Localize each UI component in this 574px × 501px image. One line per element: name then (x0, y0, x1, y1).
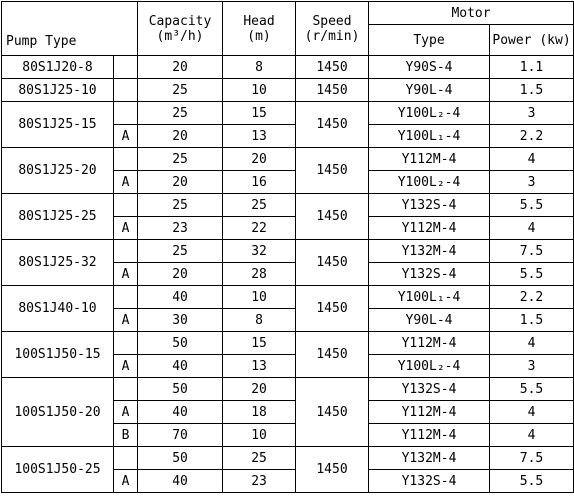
motor-power-cell: 3 (490, 102, 574, 125)
variant-cell (114, 286, 138, 309)
motor-type-cell: Y132S-4 (369, 378, 490, 401)
pump-type-cell: 80S1J20-8 (2, 56, 114, 79)
head-cell: 20 (223, 378, 296, 401)
head-unit: (m) (247, 28, 271, 44)
pump-type-header: Pump Type (2, 2, 138, 56)
capacity-cell: 40 (138, 401, 223, 424)
motor-type-cell: Y100L₁-4 (369, 125, 490, 148)
motor-power-cell: 5.5 (490, 378, 574, 401)
speed-cell: 1450 (296, 102, 369, 148)
speed-cell: 1450 (296, 56, 369, 79)
variant-cell (114, 332, 138, 355)
capacity-cell: 40 (138, 470, 223, 493)
motor-type-cell: Y90L-4 (369, 79, 490, 102)
motor-header: Motor (369, 2, 574, 25)
motor-power-cell: 4 (490, 401, 574, 424)
motor-power-cell: 1.5 (490, 309, 574, 332)
motor-power-cell: 3 (490, 171, 574, 194)
head-cell: 13 (223, 355, 296, 378)
motor-type-cell: Y112M-4 (369, 401, 490, 424)
motor-type-cell: Y100L₂-4 (369, 102, 490, 125)
motor-power-cell: 5.5 (490, 263, 574, 286)
header-row-top (2, 2, 574, 25)
motor-power-cell: 7.5 (490, 447, 574, 470)
motor-type-cell: Y132M-4 (369, 240, 490, 263)
capacity-cell: 25 (138, 240, 223, 263)
variant-cell (114, 102, 138, 125)
capacity-cell: 30 (138, 309, 223, 332)
head-cell: 10 (223, 424, 296, 447)
capacity-cell: 70 (138, 424, 223, 447)
motor-type-cell: Y90L-4 (369, 309, 490, 332)
capacity-cell: 50 (138, 447, 223, 470)
pump-spec-table (1, 1, 574, 493)
motor-power-cell: 2.2 (490, 125, 574, 148)
motor-type-cell: Y100L₂-4 (369, 355, 490, 378)
motor-type-cell: Y100L₁-4 (369, 286, 490, 309)
motor-power-header: Power (kw) (490, 25, 574, 56)
table-row (2, 56, 574, 79)
capacity-cell: 20 (138, 171, 223, 194)
variant-cell: A (114, 470, 138, 493)
variant-cell (114, 194, 138, 217)
motor-power-cell: 4 (490, 148, 574, 171)
table-row (2, 447, 574, 470)
variant-cell: A (114, 171, 138, 194)
table-row (2, 332, 574, 355)
pump-type-cell: 100S1J50-20 (2, 378, 114, 447)
motor-power-cell: 5.5 (490, 194, 574, 217)
table-row (2, 286, 574, 309)
speed-label: Speed (312, 13, 352, 29)
variant-cell (114, 79, 138, 102)
variant-cell (114, 56, 138, 79)
speed-cell: 1450 (296, 240, 369, 286)
head-label: Head (243, 13, 275, 29)
head-cell: 16 (223, 171, 296, 194)
head-cell: 10 (223, 79, 296, 102)
motor-type-cell: Y112M-4 (369, 424, 490, 447)
capacity-cell: 20 (138, 125, 223, 148)
head-cell: 15 (223, 102, 296, 125)
motor-type-cell: Y100L₂-4 (369, 171, 490, 194)
motor-power-cell: 4 (490, 217, 574, 240)
motor-type-cell: Y132S-4 (369, 263, 490, 286)
capacity-header (138, 2, 223, 56)
motor-type-header: Type (369, 25, 490, 56)
speed-cell: 1450 (296, 194, 369, 240)
capacity-cell: 23 (138, 217, 223, 240)
table-row (2, 148, 574, 171)
variant-cell (114, 148, 138, 171)
motor-power-cell: 7.5 (490, 240, 574, 263)
capacity-label: Capacity (148, 13, 212, 29)
capacity-cell: 25 (138, 194, 223, 217)
head-cell: 25 (223, 447, 296, 470)
pump-type-cell: 80S1J25-15 (2, 102, 114, 148)
pump-type-cell: 80S1J25-20 (2, 148, 114, 194)
variant-cell: A (114, 263, 138, 286)
head-cell: 23 (223, 470, 296, 493)
head-cell: 10 (223, 286, 296, 309)
speed-cell: 1450 (296, 286, 369, 332)
variant-cell: B (114, 424, 138, 447)
head-cell: 13 (223, 125, 296, 148)
pump-type-cell: 100S1J50-25 (2, 447, 114, 493)
variant-cell: A (114, 217, 138, 240)
head-cell: 22 (223, 217, 296, 240)
head-cell: 18 (223, 401, 296, 424)
capacity-cell: 40 (138, 286, 223, 309)
variant-cell (114, 447, 138, 470)
head-cell: 15 (223, 332, 296, 355)
motor-type-cell: Y90S-4 (369, 56, 490, 79)
motor-power-cell: 1.5 (490, 79, 574, 102)
motor-power-cell: 2.2 (490, 286, 574, 309)
capacity-cell: 25 (138, 102, 223, 125)
capacity-cell: 50 (138, 332, 223, 355)
capacity-unit: (m³/h) (156, 28, 204, 44)
motor-power-cell: 3 (490, 355, 574, 378)
capacity-cell: 40 (138, 355, 223, 378)
pump-type-cell: 100S1J50-15 (2, 332, 114, 378)
speed-unit: (r/min) (304, 28, 360, 44)
spec-table-body (2, 56, 574, 493)
motor-power-cell: 5.5 (490, 470, 574, 493)
table-row (2, 378, 574, 401)
table-row (2, 79, 574, 102)
variant-cell: A (114, 125, 138, 148)
variant-cell: A (114, 355, 138, 378)
motor-power-cell: 1.1 (490, 56, 574, 79)
head-header (223, 2, 296, 56)
speed-cell: 1450 (296, 148, 369, 194)
table-row (2, 102, 574, 125)
capacity-cell: 25 (138, 148, 223, 171)
head-cell: 8 (223, 56, 296, 79)
variant-cell: A (114, 309, 138, 332)
head-cell: 32 (223, 240, 296, 263)
capacity-cell: 25 (138, 79, 223, 102)
motor-type-cell: Y112M-4 (369, 148, 490, 171)
speed-cell: 1450 (296, 378, 369, 447)
variant-cell: A (114, 401, 138, 424)
head-cell: 28 (223, 263, 296, 286)
motor-type-cell: Y132S-4 (369, 470, 490, 493)
motor-type-cell: Y112M-4 (369, 217, 490, 240)
speed-cell: 1450 (296, 447, 369, 493)
pump-type-cell: 80S1J25-25 (2, 194, 114, 240)
capacity-cell: 20 (138, 263, 223, 286)
capacity-cell: 50 (138, 378, 223, 401)
variant-cell (114, 378, 138, 401)
speed-cell: 1450 (296, 79, 369, 102)
pump-type-cell: 80S1J25-10 (2, 79, 114, 102)
motor-type-cell: Y132M-4 (369, 447, 490, 470)
speed-header (296, 2, 369, 56)
table-row (2, 194, 574, 217)
motor-power-cell: 4 (490, 332, 574, 355)
motor-type-cell: Y132S-4 (369, 194, 490, 217)
motor-power-cell: 4 (490, 424, 574, 447)
motor-type-cell: Y112M-4 (369, 332, 490, 355)
head-cell: 8 (223, 309, 296, 332)
pump-type-cell: 80S1J25-32 (2, 240, 114, 286)
head-cell: 20 (223, 148, 296, 171)
capacity-cell: 20 (138, 56, 223, 79)
table-row (2, 240, 574, 263)
head-cell: 25 (223, 194, 296, 217)
variant-cell (114, 240, 138, 263)
speed-cell: 1450 (296, 332, 369, 378)
pump-type-cell: 80S1J40-10 (2, 286, 114, 332)
